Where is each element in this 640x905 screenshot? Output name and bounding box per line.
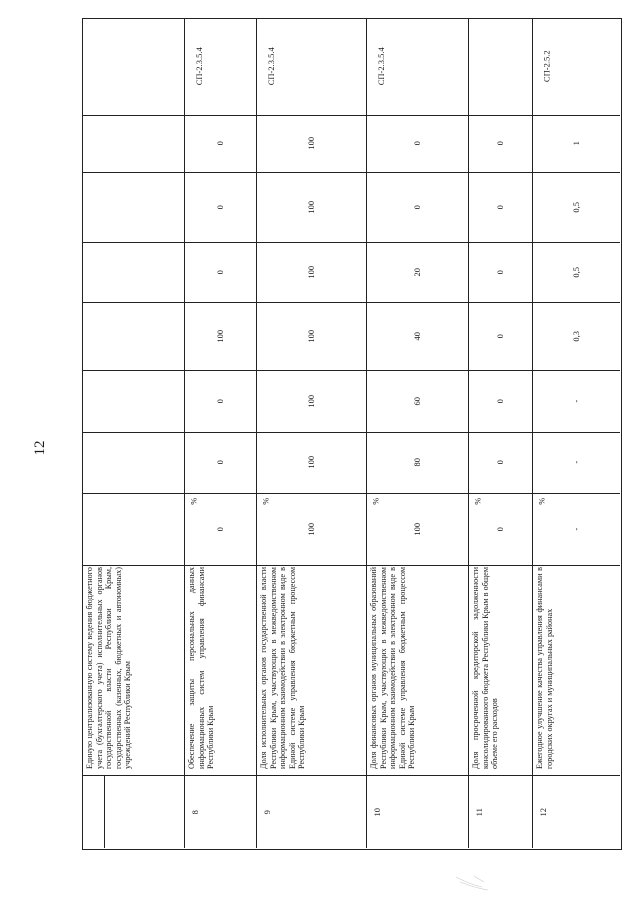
indicator-name-text: Обеспечение защиты персональных данных информационных систем управления финансами Республики Крым xyxy=(187,567,216,769)
indicator-value-text: 0,5 xyxy=(570,266,581,278)
row-number xyxy=(227,772,307,852)
indicator-unit xyxy=(154,461,234,541)
indicator-value-text: 0,5 xyxy=(570,201,581,213)
indicator-value-text: 80 xyxy=(411,458,422,467)
scan-mark xyxy=(454,873,496,893)
row-number xyxy=(53,772,133,852)
indicator-value-text: 100 xyxy=(305,329,316,343)
page-number: 12 xyxy=(32,440,48,456)
indicator-value-text: 0 xyxy=(214,398,225,404)
indicator-code-text: СП-2.5.2 xyxy=(541,50,552,83)
indicator-value-text: 0 xyxy=(214,141,225,146)
row-number xyxy=(155,772,235,852)
indicator-code xyxy=(231,27,311,107)
indicator-value-text: 0 xyxy=(214,460,225,465)
indicator-name xyxy=(471,567,529,773)
indicator-name-text: Единую централизованную систему ведения бюджетного учета (бухгалтерского учета) исполнительных органов государственной власти Республики Крым, государственных (казенных, бюджетных и автономных) учреждений Республики Крым xyxy=(85,567,133,769)
indicator-value-text: - xyxy=(570,527,581,531)
indicator-value-text: 0 xyxy=(214,526,225,532)
indicator-code xyxy=(341,27,421,107)
indicator-name-text: Доля исполнительных органов государственной власти Республики Крым, участвующих в межведомственном информационном взаимодействии в электронном виде в Единой системе управления бюджетным процессом Республики Крым xyxy=(259,567,307,769)
indicator-value-text: - xyxy=(570,461,581,464)
indicator-value-text: 100 xyxy=(305,137,316,150)
indicator-unit-text: % xyxy=(260,497,271,505)
indicator-value-text: 0 xyxy=(494,141,505,146)
indicator-unit xyxy=(52,461,132,541)
indicator-code xyxy=(507,27,587,107)
indicator-value-text: 1 xyxy=(570,141,581,146)
indicator-unit xyxy=(336,461,416,541)
indicator-value-text: 100 xyxy=(305,394,316,408)
indicator-name-text: Доля финансовых органов муниципальных образований Республики Крым, участвующих в межведомственном информационном взаимодействии в электронном виде в Единой системе управления бюджетным процессом Республики Крым xyxy=(369,567,417,769)
indicator-value-text: 40 xyxy=(411,331,422,341)
indicator-value-text: 100 xyxy=(305,522,316,536)
indicator-value-text: 0 xyxy=(411,204,422,210)
indicator-value-text: 100 xyxy=(305,265,316,279)
indicator-unit xyxy=(226,461,306,541)
indicator-name xyxy=(535,567,617,773)
indicator-value-text: 0 xyxy=(494,526,505,532)
indicator-value-text: 0 xyxy=(411,141,422,146)
indicator-value-text: 0 xyxy=(214,204,225,210)
indicator-name xyxy=(259,567,363,773)
row-number-text: 11 xyxy=(473,807,484,817)
row-number-text: 8 xyxy=(189,809,200,815)
indicator-value-text: 0 xyxy=(494,398,505,404)
indicator-value-text: 100 xyxy=(305,200,316,214)
indicator-unit-text: % xyxy=(472,497,483,505)
indicator-value-text: 0 xyxy=(494,204,505,210)
row-number xyxy=(503,772,583,852)
indicator-unit-text: % xyxy=(188,497,199,505)
indicator-name xyxy=(187,567,253,773)
indicator-value-text: 100 xyxy=(411,522,422,536)
indicator-value-text: 0 xyxy=(494,333,505,339)
indicator-value-text: 60 xyxy=(411,396,422,406)
row-number xyxy=(337,772,417,852)
indicator-code-text: СП-2.3.5.4 xyxy=(193,47,204,86)
indicator-name-text: Доля просроченной кредиторской задолженности консолидированного бюджета Республики Крым в общем объеме его расходов xyxy=(471,567,500,769)
indicator-unit-text: % xyxy=(536,497,547,505)
indicator-name-text: Ежегодное улучшение качества управления финансами в городских округах и муниципальных районах xyxy=(535,567,554,769)
indicator-value-text: 0 xyxy=(494,269,505,275)
indicator-value-text: 0,3 xyxy=(570,330,581,342)
row-number-text: 12 xyxy=(537,807,548,817)
indicator-value-text: - xyxy=(570,399,581,403)
indicator-code xyxy=(159,27,239,107)
indicator-name xyxy=(85,567,181,773)
indicator-name xyxy=(369,567,465,773)
indicator-value-text: 0 xyxy=(214,269,225,275)
indicator-value-text: 20 xyxy=(411,267,422,277)
indicator-value-text: 0 xyxy=(494,460,505,465)
row-divider xyxy=(366,18,367,848)
indicator-unit-text: % xyxy=(370,497,381,505)
indicator-unit xyxy=(502,461,582,541)
indicator-value-text: 100 xyxy=(214,329,225,343)
row-number-text: 9 xyxy=(261,809,272,815)
row-number-text: 10 xyxy=(371,807,382,817)
indicator-value-text: 100 xyxy=(305,456,316,469)
indicator-code-text: СП-2.3.5.4 xyxy=(375,47,386,86)
indicator-code-text: СП-2.3.5.4 xyxy=(265,47,276,86)
